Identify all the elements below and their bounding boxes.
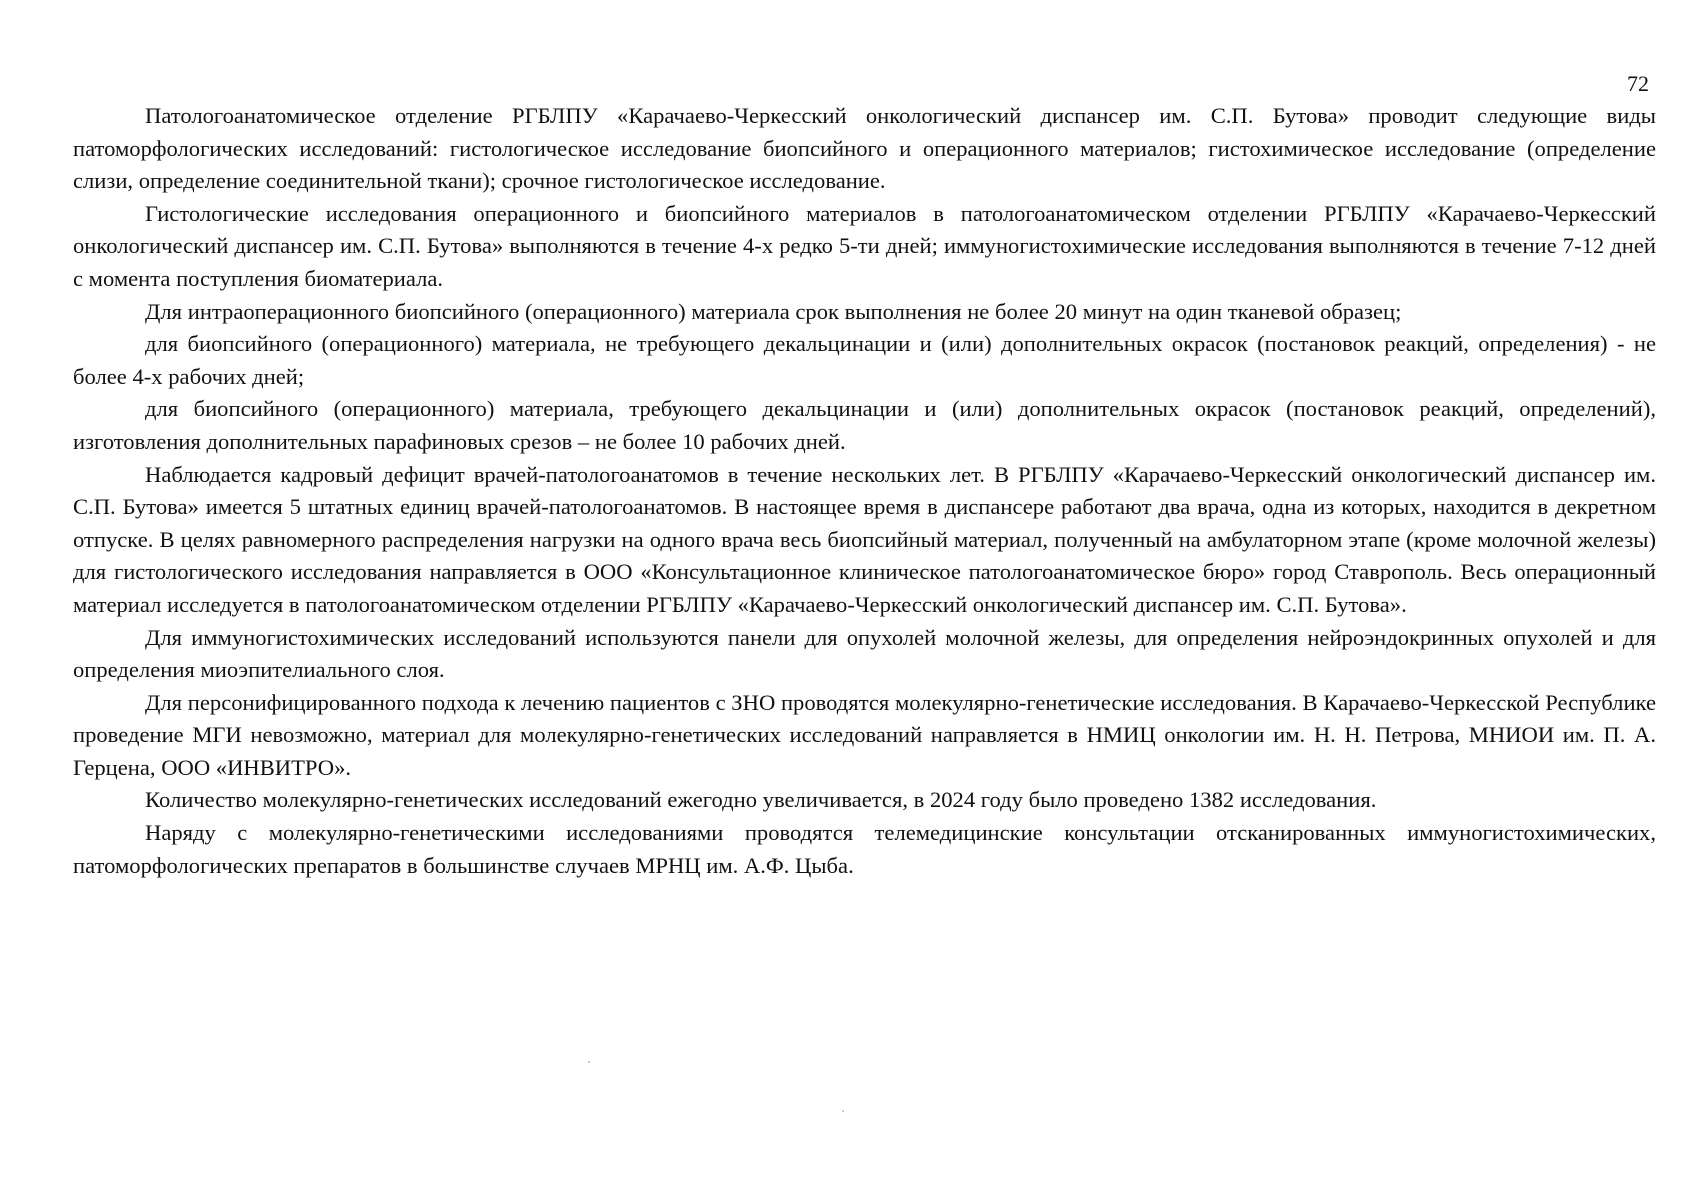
paragraph-molecular-genetic-count: Количество молекулярно-генетических исследований ежегодно увеличивается, в 2024 году было проведено 1382 исследования. xyxy=(145,787,1377,813)
paragraph-telemedicine-consultations: Наряду с молекулярно-генетическими исследованиями проводятся телемедицинские консультации отсканированных иммуногистохимических, патоморфологических препаратов в большинстве случаев МРНЦ им. А.Ф. Цыба. xyxy=(73,820,1656,878)
paragraph-intraoperative-deadline: Для интраоперационного биопсийного (операционного) материала срок выполнения не более 20 минут на один тканевой образец; xyxy=(145,298,1402,324)
paragraph-histology-timing: Гистологические исследования операционного и биопсийного материалов в патологоанатомическом отделении РГБЛПУ «Карачаево-Черкесский онкологический диспансер им. С.П. Бутова» выполняются в течение 4-х редко 5-ти дней; иммуногистохимические исследования выполняются в течение 7-12 дней с момента поступления биоматериала. xyxy=(73,200,1656,291)
document-body xyxy=(73,100,1656,882)
paragraph-pathology-department: Патологоанатомическое отделение РГБЛПУ «Карачаево-Черкесский онкологический диспансер им. С.П. Бутова» проводит следующие виды патоморфологических исследований: гистологическое исследование биопсийного и операционного материалов; гистохимическое исследование (определение слизи, определение соединительной ткани); срочное гистологическое исследование. xyxy=(73,103,1656,194)
scan-speck xyxy=(588,1061,590,1063)
paragraph-staff-deficit: Наблюдается кадровый дефицит врачей-патологоанатомов в течение нескольких лет. В РГБЛПУ «Карачаево-Черкесский онкологический диспансер им. С.П. Бутова» имеется 5 штатных единиц врачей-патологоанатомов. В настоящее время в диспансере работают два врача, одна из которых, находится в декретном отпуске. В целях равномерного распределения нагрузки на одного врача весь биопсийный материал, полученный на амбулаторном этапе (кроме молочной железы) для гистологического исследования направляется в ООО «Консультационное клиническое патологоанатомическое бюро» город Ставрополь. Весь операционный материал исследуется в патологоанатомическом отделении РГБЛПУ «Карачаево-Черкесский онкологический диспансер им. С.П. Бутова». xyxy=(73,461,1656,617)
paragraph-molecular-genetic-tests: Для персонифицированного подхода к лечению пациентов с ЗНО проводятся молекулярно-генетические исследования. В Карачаево-Черкесской Республике проведение МГИ невозможно, материал для молекулярно-генетических исследований направляется в НМИЦ онкологии им. Н. Н. Петрова, МНИОИ им. П. А. Герцена, ООО «ИНВИТРО». xyxy=(73,689,1656,780)
paragraph-immunohistochemistry-panels: Для иммуногистохимических исследований используются панели для опухолей молочной железы, для определения нейроэндокринных опухолей и для определения миоэпителиального слоя. xyxy=(73,624,1656,683)
scan-speck xyxy=(842,1110,844,1112)
page-number: 72 xyxy=(1627,71,1649,96)
paragraph-biopsy-no-decalcination: для биопсийного (операционного) материала, не требующего декальцинации и (или) дополнительных окрасок (постановок реакций, определения) - не более 4-х рабочих дней; xyxy=(73,331,1656,389)
paragraph-biopsy-decalcination: для биопсийного (операционного) материала, требующего декальцинации и (или) дополнительных окрасок (постановок реакций, определений), изготовления дополнительных парафиновых срезов – не более 10 рабочих дней. xyxy=(73,396,1656,454)
